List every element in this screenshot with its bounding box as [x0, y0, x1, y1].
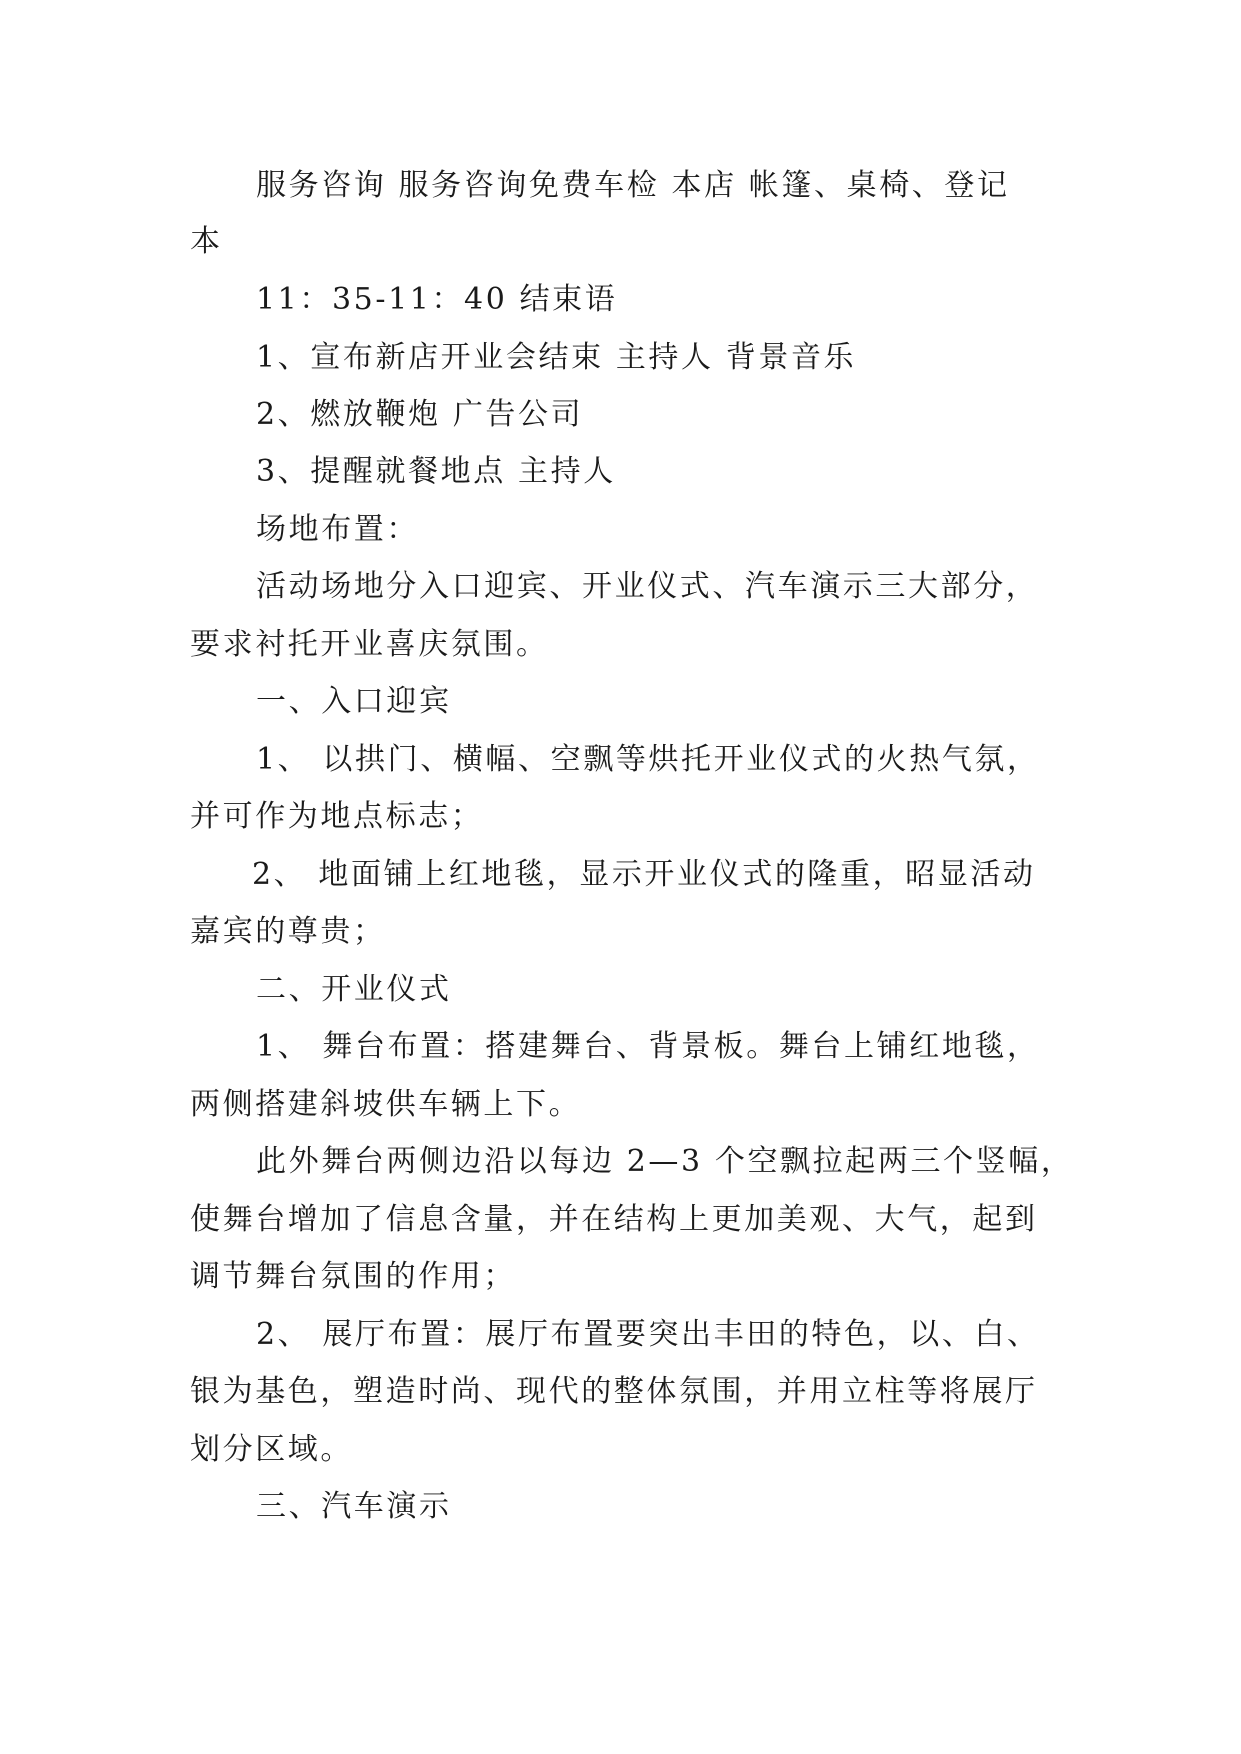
text-line: 此外舞台两侧边沿以每边 2—3 个空飘拉起两三个竖幅，	[256, 1144, 1074, 1179]
text-line: 调节舞台氛围的作用；	[190, 1259, 516, 1294]
text-line: 银为基色，塑造时尚、现代的整体氛围，并用立柱等将展厅	[190, 1374, 1038, 1409]
text-line: 2、 地面铺上红地毯，显示开业仪式的隆重，昭显活动	[252, 857, 1036, 892]
text-line: 服务咨询 服务咨询免费车检 本店 帐篷、桌椅、登记	[256, 168, 1010, 203]
text-line: 11：35-11：40 结束语	[256, 282, 618, 317]
text-line: 活动场地分入口迎宾、开业仪式、汽车演示三大部分，	[256, 569, 1039, 604]
text-line: 并可作为地点标志；	[190, 799, 484, 834]
text-line: 1、宣布新店开业会结束 主持人 背景音乐	[256, 340, 857, 375]
text-line: 1、 以拱门、横幅、空飘等烘托开业仪式的火热气氛，	[256, 742, 1040, 777]
text-line: 要求衬托开业喜庆氛围。	[190, 627, 549, 662]
text-line: 一、入口迎宾	[256, 684, 452, 719]
text-line: 两侧搭建斜坡供车辆上下。	[190, 1087, 582, 1122]
text-line: 三、汽车演示	[256, 1489, 452, 1524]
text-line: 二、开业仪式	[256, 972, 452, 1007]
text-line: 2、燃放鞭炮 广告公司	[256, 397, 584, 432]
text-line: 嘉宾的尊贵；	[190, 914, 386, 949]
text-line: 1、 舞台布置：搭建舞台、背景板。舞台上铺红地毯，	[256, 1029, 1040, 1064]
text-line: 场地布置：	[256, 512, 419, 547]
text-line: 3、提醒就餐地点 主持人	[256, 454, 616, 489]
text-line: 使舞台增加了信息含量，并在结构上更加美观、大气，起到	[190, 1202, 1038, 1237]
text-line: 划分区域。	[190, 1432, 353, 1467]
text-line: 本	[190, 224, 223, 259]
text-line: 2、 展厅布置：展厅布置要突出丰田的特色，以、白、	[256, 1317, 1040, 1352]
